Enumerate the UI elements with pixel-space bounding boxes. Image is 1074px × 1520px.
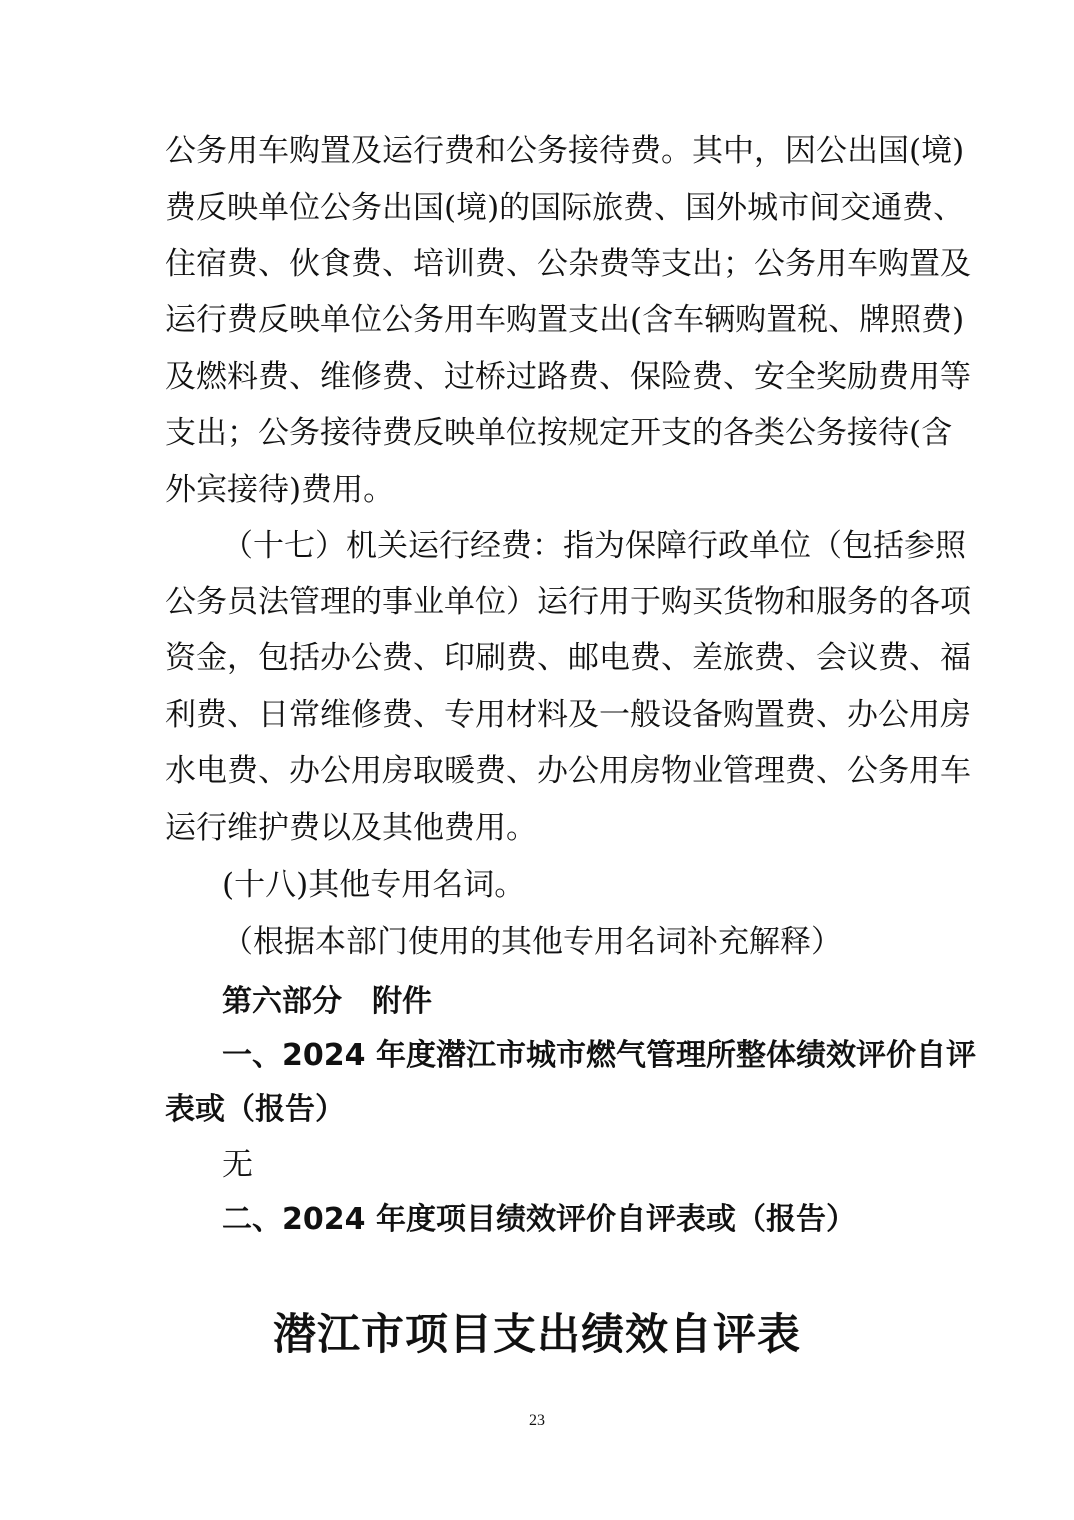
page-number: 23: [529, 1412, 545, 1429]
attachment-one-line-one: 一、2024 年度潜江市城市燃气管理所整体绩效评价自评: [222, 1038, 976, 1073]
body-text-line: （十七）机关运行经费：指为保障行政单位（包括参照: [222, 528, 966, 564]
body-text-line: 资金，包括办公费、印刷费、邮电费、差旅费、会议费、福: [165, 640, 971, 676]
body-text-line: 外宾接待)费用。: [165, 472, 395, 508]
body-text-line: 公务员法管理的事业单位）运行用于购买货物和服务的各项: [165, 584, 971, 620]
body-text-line: 运行费反映单位公务用车购置支出(含车辆购置税、牌照费): [165, 302, 965, 338]
body-text-line: 及燃料费、维修费、过桥过路费、保险费、安全奖励费用等: [165, 359, 971, 395]
supplement-note: （根据本部门使用的其他专用名词补充解释）: [222, 924, 842, 960]
section-heading: 第六部分 附件: [222, 984, 432, 1019]
body-text-line: 住宿费、伙食费、培训费、公杂费等支出；公务用车购置及: [165, 246, 971, 282]
body-text-line: 运行维护费以及其他费用。: [165, 810, 537, 846]
body-text-line: 利费、日常维修费、专用材料及一般设备购置费、办公用房: [165, 697, 971, 733]
attachment-one-line-two: 表或（报告）: [165, 1092, 345, 1127]
item-eighteen: (十八)其他专用名词。: [222, 867, 526, 903]
form-title: 潜江市项目支出绩效自评表: [273, 1310, 801, 1360]
body-text-line: 公务用车购置及运行费和公务接待费。其中，因公出国(境): [165, 133, 965, 169]
body-text-line: 水电费、办公用房取暖费、办公用房物业管理费、公务用车: [165, 753, 971, 789]
attachment-two: 二、2024 年度项目绩效评价自评表或（报告）: [222, 1202, 856, 1237]
attachment-one-status: 无: [222, 1147, 253, 1183]
body-text-line: 支出；公务接待费反映单位按规定开支的各类公务接待(含: [165, 415, 953, 451]
body-text-line: 费反映单位公务出国(境)的国际旅费、国外城市间交通费、: [165, 190, 965, 226]
